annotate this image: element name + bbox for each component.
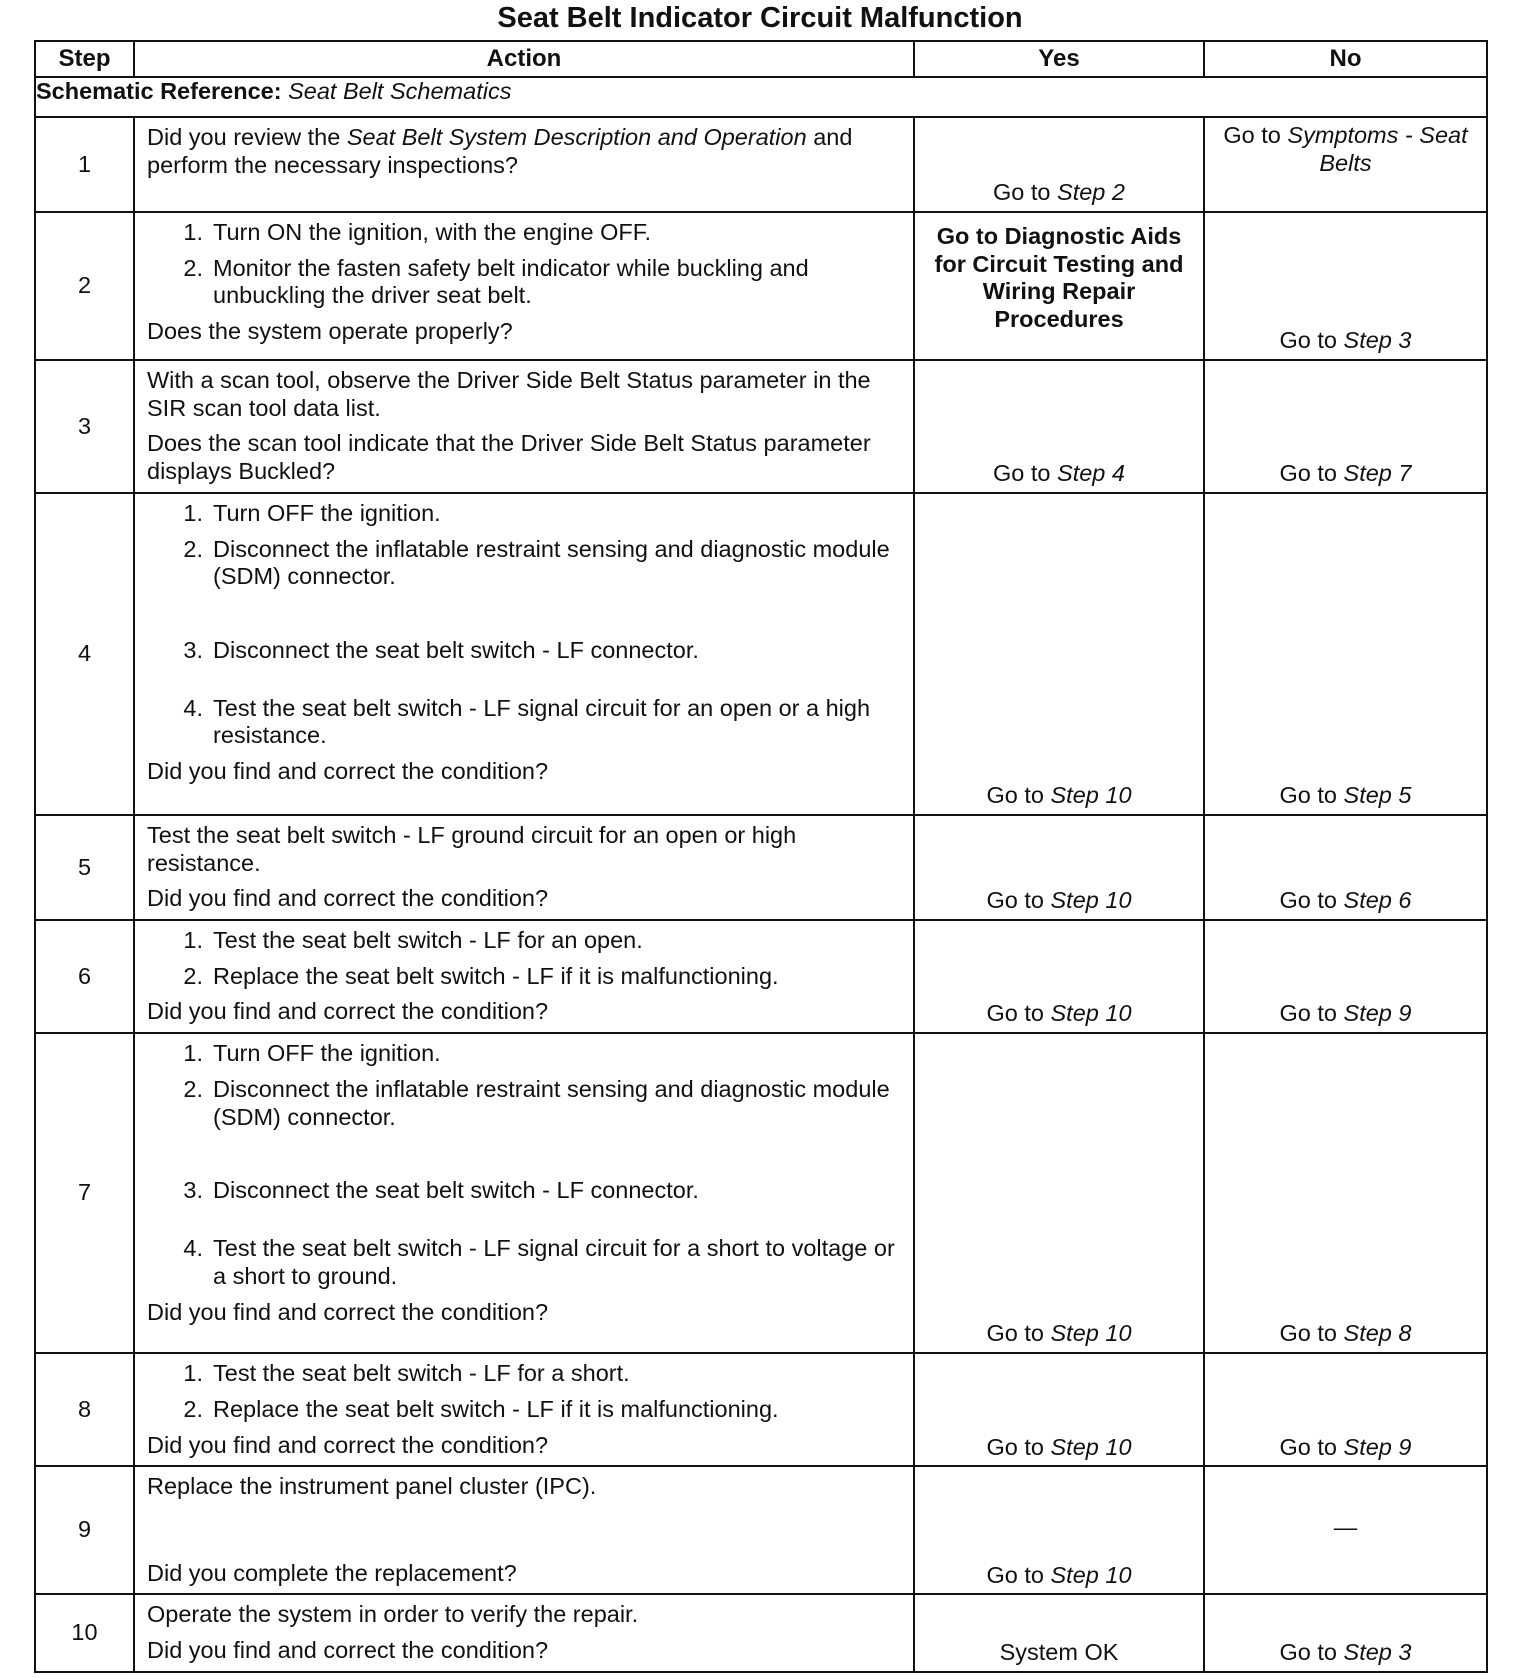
header-step: Step: [35, 41, 134, 77]
list-item: 4. Test the seat belt switch - LF signal circuit for an open or a high resistance.: [183, 694, 871, 749]
step-number: 9: [35, 1466, 134, 1594]
step-link[interactable]: Step 10: [1050, 1433, 1132, 1460]
header-row: [35, 41, 1487, 77]
step-number: 5: [35, 815, 134, 920]
no-cell: Go to Step 3: [1204, 1594, 1487, 1671]
step-link[interactable]: Step 10: [1050, 1561, 1132, 1588]
question-text: Did you find and correct the condition?: [147, 1637, 549, 1664]
step-link[interactable]: Step 5: [1343, 782, 1412, 809]
no-cell: Go to Step 3: [1204, 212, 1487, 360]
step-link[interactable]: Step 10: [1050, 887, 1132, 914]
schematic-row: [35, 77, 1487, 117]
step-link[interactable]: Step 2: [1057, 179, 1125, 206]
schematic-reference: [35, 77, 1487, 117]
yes-cell: Go to Step 10: [914, 1033, 1204, 1353]
list-item: 4. Test the seat belt switch - LF signal circuit for a short to voltage or a short to ground.: [183, 1235, 895, 1289]
list-item: 1. Turn OFF the ignition.: [183, 1040, 441, 1067]
no-cell: —: [1204, 1466, 1487, 1594]
list-item: 2. Disconnect the inflatable restraint sensing and diagnostic module (SDM) connector.: [183, 535, 890, 590]
step-link[interactable]: Step 10: [1050, 1320, 1132, 1347]
table-row: [35, 117, 1487, 212]
question-text: Does the system operate properly?: [147, 318, 513, 345]
step-number: 8: [35, 1353, 134, 1466]
step-number: 10: [35, 1594, 134, 1671]
header-no: No: [1204, 41, 1487, 77]
table-row: [35, 815, 1487, 920]
no-cell: Go to Step 6: [1204, 815, 1487, 920]
step-link[interactable]: Step 10: [1050, 782, 1132, 809]
schematic-link[interactable]: Seat Belt Schematics: [288, 78, 512, 104]
question-text: Does the scan tool indicate that the Driver Side Belt Status parameter displays Buckled?: [147, 430, 871, 485]
step-link[interactable]: Step 3: [1343, 1639, 1412, 1666]
symptoms-link[interactable]: Symptoms - Seat Belts: [1287, 122, 1468, 176]
yes-cell: Go to Step 2: [914, 117, 1204, 212]
table-row: [35, 1594, 1487, 1671]
list-item: 1. Test the seat belt switch - LF for a short.: [183, 1360, 630, 1387]
no-cell: Go to Step 8: [1204, 1033, 1487, 1353]
action-text: Test the seat belt switch - LF ground circuit for an open or high resistance.: [147, 821, 797, 876]
action-cell: Did you review the Seat Belt System Description and Operation and perform the necessary inspections?: [134, 117, 914, 212]
yes-cell: System OK: [914, 1594, 1204, 1671]
diagnostic-aids-link[interactable]: Go to Diagnostic Aids for Circuit Testing and Wiring Repair Procedures: [934, 223, 1184, 333]
no-cell: Go to Symptoms - Seat Belts: [1204, 117, 1487, 212]
list-item: 2. Monitor the fasten safety belt indicator while buckling and unbuckling the driver seat belt.: [183, 254, 809, 309]
step-link[interactable]: Step 9: [1343, 1000, 1412, 1027]
list-item: 3. Disconnect the seat belt switch - LF connector.: [183, 1177, 699, 1204]
action-cell: [134, 1466, 914, 1594]
step-number: 4: [35, 493, 134, 815]
list-item: 1. Turn OFF the ignition.: [183, 499, 441, 526]
action-cell: [134, 815, 914, 920]
action-cell: [134, 1033, 914, 1353]
table-row: [35, 493, 1487, 815]
list-item: 2. Replace the seat belt switch - LF if it is malfunctioning.: [183, 962, 779, 989]
table-row: [35, 360, 1487, 493]
action-cell: [134, 212, 914, 360]
step-number: 1: [35, 117, 134, 212]
action-text: Replace the instrument panel cluster (IPC).: [147, 1473, 597, 1500]
step-link[interactable]: Step 6: [1343, 887, 1412, 914]
list-item: 2. Replace the seat belt switch - LF if it is malfunctioning.: [183, 1395, 779, 1422]
step-number: 2: [35, 212, 134, 360]
action-cell: [134, 360, 914, 493]
no-cell: Go to Step 5: [1204, 493, 1487, 815]
question-text: Did you find and correct the condition?: [147, 885, 549, 912]
yes-cell: Go to Step 10: [914, 920, 1204, 1033]
reference-link[interactable]: Seat Belt System Description and Operation: [346, 124, 807, 150]
question-text: Did you find and correct the condition?: [147, 758, 549, 785]
step-link[interactable]: Step 4: [1057, 460, 1125, 487]
yes-cell: Go to Step 4: [914, 360, 1204, 493]
question-text: Did you complete the replacement?: [147, 1559, 517, 1586]
table-row: [35, 1033, 1487, 1353]
header-action: Action: [134, 41, 914, 77]
yes-cell: Go to Step 10: [914, 815, 1204, 920]
step-link[interactable]: Step 9: [1343, 1433, 1412, 1460]
no-cell: Go to Step 7: [1204, 360, 1487, 493]
action-text: Operate the system in order to verify the repair.: [147, 1601, 639, 1628]
list-item: 3. Disconnect the seat belt switch - LF connector.: [183, 637, 699, 664]
list-item: 2. Disconnect the inflatable restraint sensing and diagnostic module (SDM) connector.: [183, 1075, 890, 1130]
action-cell: [134, 493, 914, 815]
step-number: 6: [35, 920, 134, 1033]
yes-cell: Go to Step 10: [914, 1466, 1204, 1594]
list-item: 1. Test the seat belt switch - LF for an open.: [183, 927, 643, 954]
yes-cell: [914, 212, 1204, 360]
page-title: Seat Belt Indicator Circuit Malfunction: [497, 2, 1023, 34]
list-item: 1. Turn ON the ignition, with the engine OFF.: [183, 219, 652, 245]
header-yes: Yes: [914, 41, 1204, 77]
action-cell: [134, 920, 914, 1033]
step-number: 3: [35, 360, 134, 493]
schematic-label: Schematic Reference:: [36, 78, 282, 104]
yes-cell: Go to Step 10: [914, 1353, 1204, 1466]
table-row: [35, 920, 1487, 1033]
table-row: [35, 212, 1487, 360]
no-cell: Go to Step 9: [1204, 920, 1487, 1033]
step-link[interactable]: Step 3: [1343, 327, 1412, 354]
step-link[interactable]: Step 8: [1343, 1320, 1412, 1347]
table-row: [35, 1353, 1487, 1466]
yes-cell: Go to Step 10: [914, 493, 1204, 815]
question-text: Did you find and correct the condition?: [147, 998, 549, 1025]
step-link[interactable]: Step 7: [1343, 460, 1412, 487]
question-text: Did you find and correct the condition?: [147, 1298, 549, 1325]
action-cell: [134, 1353, 914, 1466]
table-row: [35, 1466, 1487, 1594]
step-link[interactable]: Step 10: [1050, 1000, 1132, 1027]
action-cell: [134, 1594, 914, 1671]
question-text: Did you find and correct the condition?: [147, 1431, 549, 1458]
diagnostic-table: [34, 40, 1488, 1673]
no-cell: Go to Step 9: [1204, 1353, 1487, 1466]
action-text: With a scan tool, observe the Driver Side Belt Status parameter in the SIR scan tool data list.: [147, 367, 871, 421]
step-number: 7: [35, 1033, 134, 1353]
